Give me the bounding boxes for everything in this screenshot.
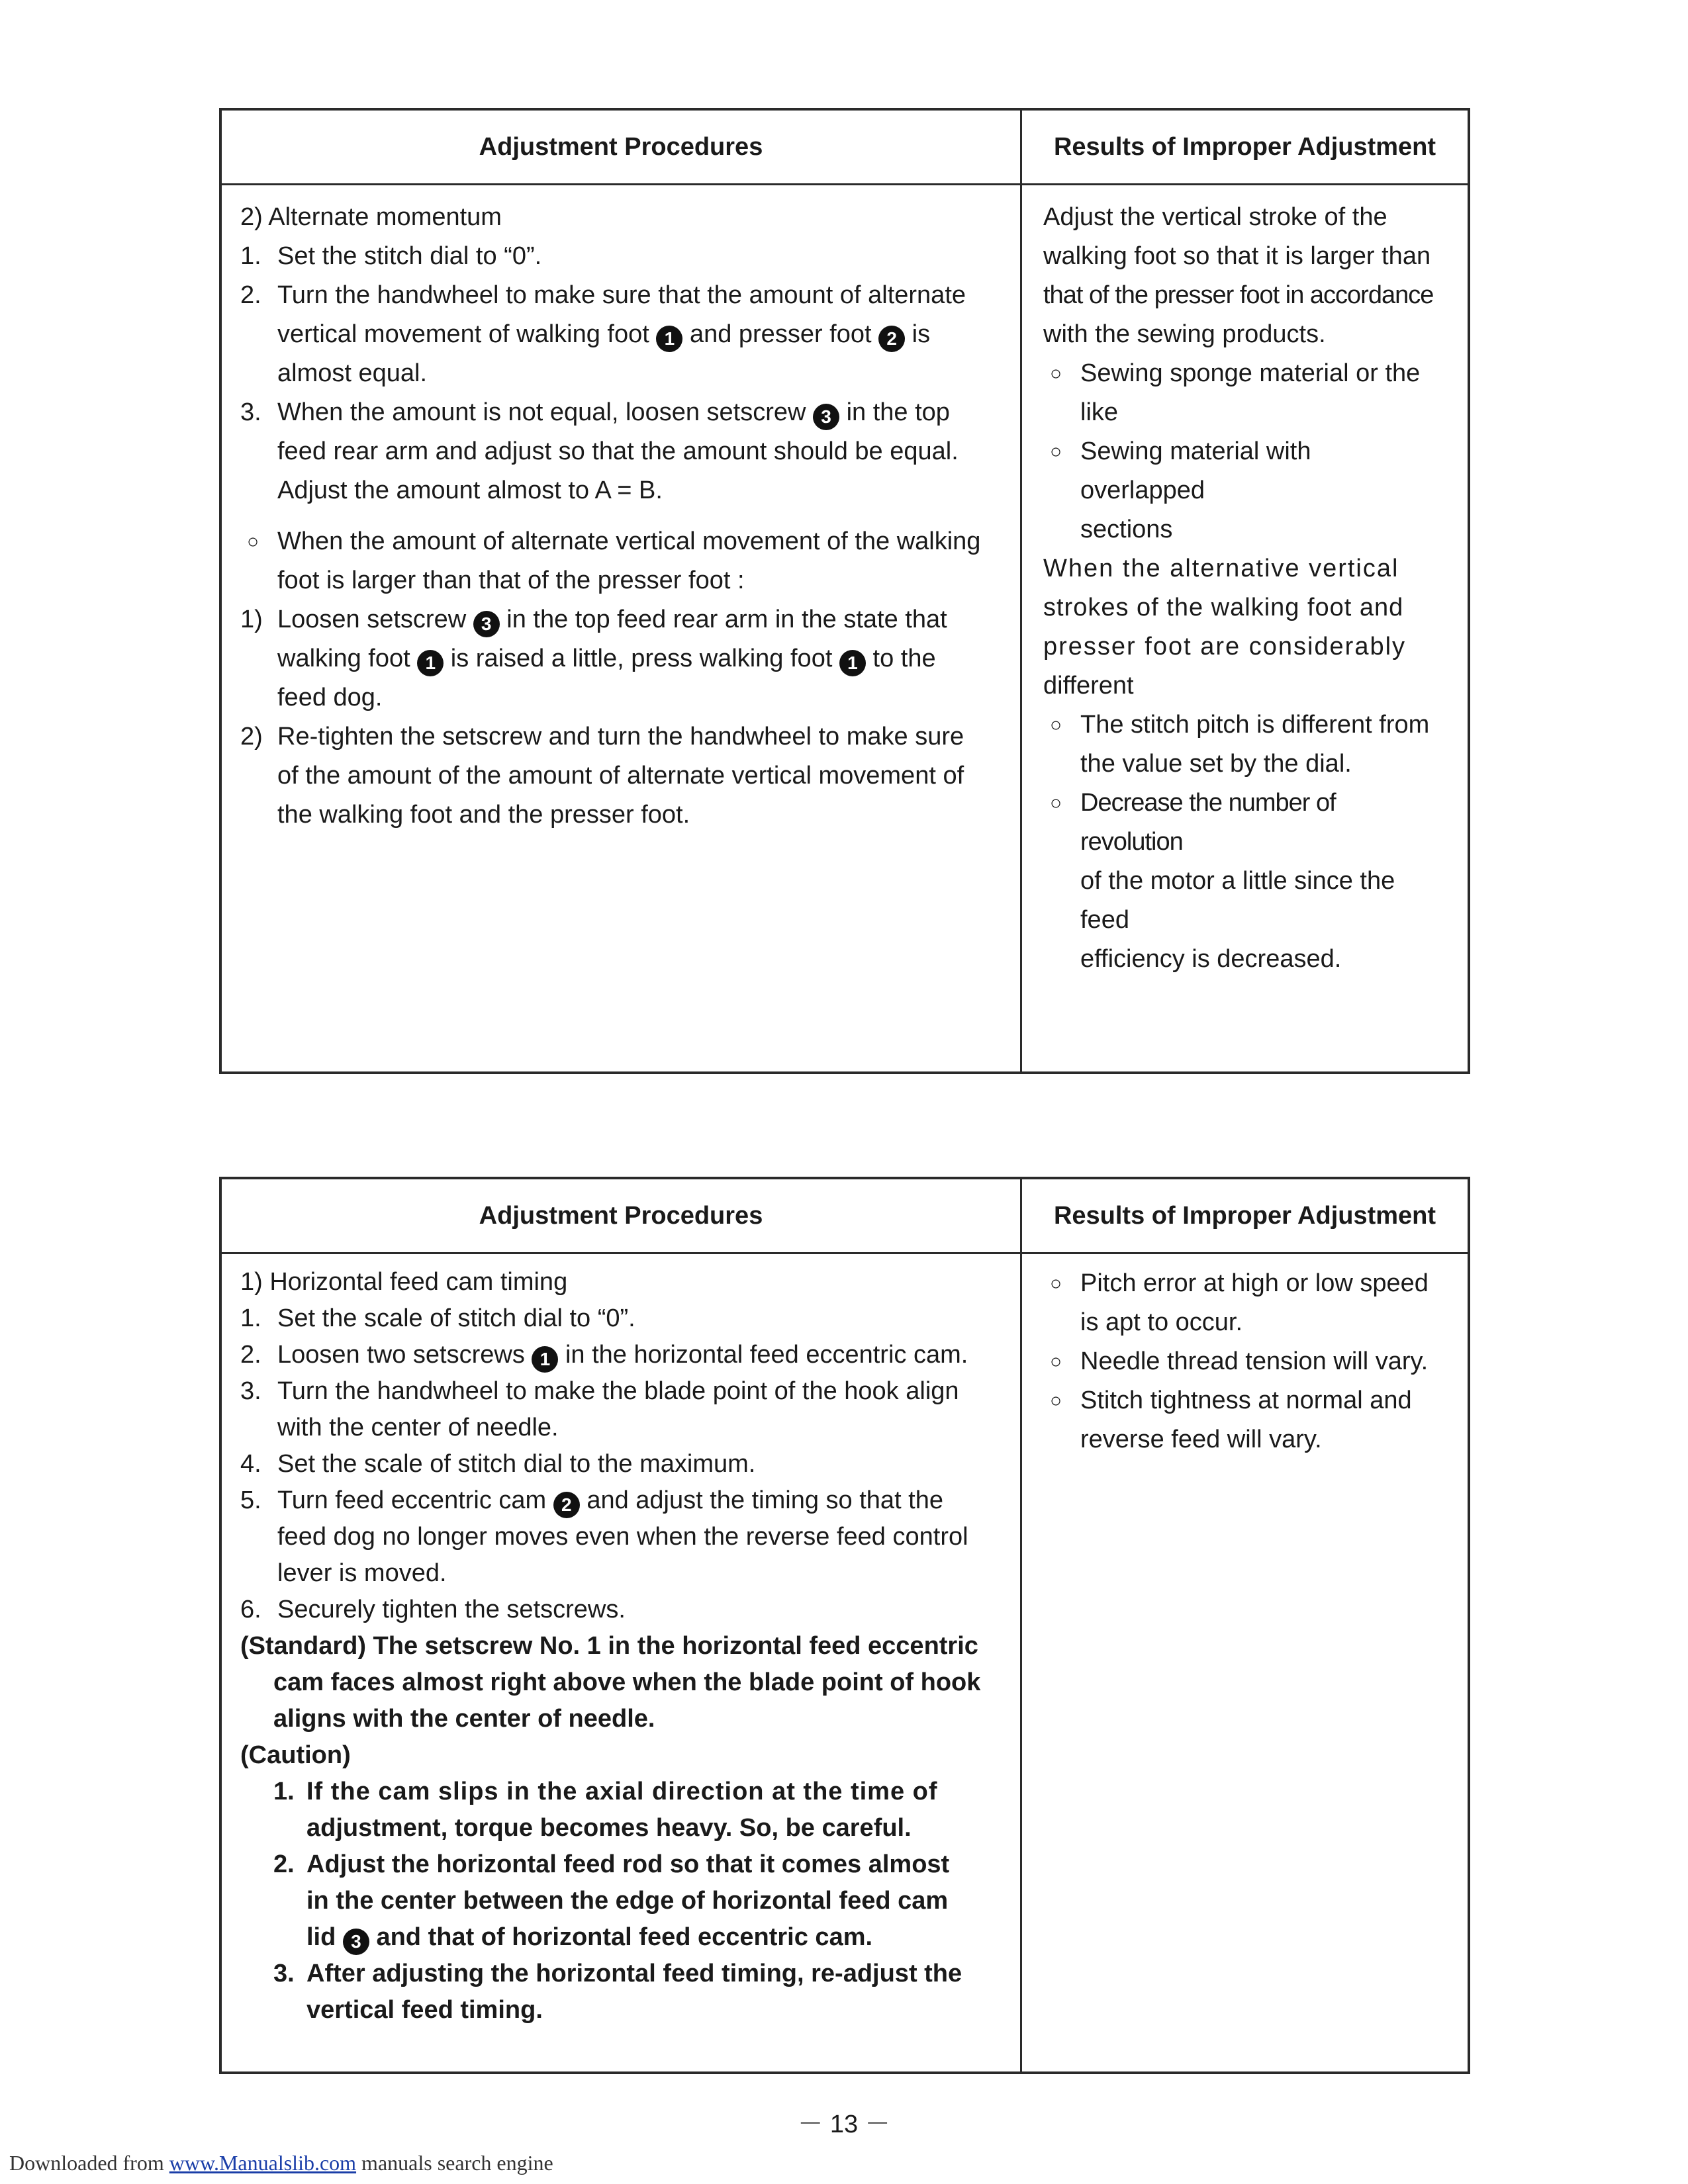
step-1: 1. Set the stitch dial to “0”. — [240, 242, 542, 270]
step-4: 4. Set the scale of stitch dial to the maximum. — [240, 1450, 756, 1478]
part-number-1-icon: 1 — [839, 650, 866, 676]
part-number-2-icon: 2 — [553, 1492, 580, 1518]
circle-bullet-icon: ○ — [1050, 363, 1062, 385]
procedures-cell — [222, 183, 1020, 835]
step-2: 2. Loosen two setscrews 1 in the horizontal feed eccentric cam. — [240, 1337, 983, 1373]
circle-bullet-icon: ○ — [1050, 792, 1062, 814]
part-number-3-icon: 3 — [813, 404, 839, 430]
result-text: walking foot so that it is larger than — [1043, 242, 1431, 270]
caution-heading: (Caution) — [240, 1741, 351, 1769]
header-adjustment-procedures: Adjustment Procedures — [479, 133, 763, 161]
step-5: 5. Turn feed eccentric cam 2 and adjust the timing so that the feed dog no longer moves even when the reverse feed control lever is moved. — [240, 1486, 968, 1587]
result-bullet: ○ Pitch error at high or low speed is apt to occur. — [1043, 1264, 1434, 1342]
results-cell — [1022, 183, 1468, 979]
result-bullet: ○ Sewing sponge material or the like — [1043, 354, 1434, 432]
substep-2: 2) Re-tighten the setscrew and turn the handwheel to make sure of the amount of the amount of alternate vertical movement of the walking foot and the presser foot. — [240, 723, 964, 829]
result-text: with the sewing products. — [1043, 320, 1326, 348]
part-number-1-icon: 1 — [417, 650, 444, 676]
result-text: When the alternative vertical — [1043, 555, 1399, 582]
circle-bullet-icon: ○ — [1050, 441, 1062, 463]
result-bullet: ○ Needle thread tension will vary. — [1043, 1342, 1434, 1381]
result-text: presser foot are considerably — [1043, 633, 1407, 660]
caution-3: 3. After adjusting the horizontal feed timing, re-adjust the vertical feed timing. — [273, 1960, 962, 2024]
part-number-1-icon: 1 — [532, 1346, 558, 1373]
step-6: 6. Securely tighten the setscrews. — [240, 1596, 626, 1623]
step-3: 3. Turn the handwheel to make the blade point of the hook align with the center of needle. — [240, 1377, 959, 1441]
circle-bullet-icon: ○ — [1050, 1273, 1062, 1295]
step-1: 1. Set the scale of stitch dial to “0”. — [240, 1304, 635, 1332]
header-results-improper-adjustment: Results of Improper Adjustment — [1053, 1202, 1436, 1230]
result-text: different — [1043, 672, 1134, 700]
caution-2: 2. Adjust the horizontal feed rod so that it comes almost in the center between the edge of horizontal feed cam lid 3 and that of horizontal feed eccentric cam. — [240, 1846, 983, 1956]
page-number: － 13 － — [798, 2111, 890, 2138]
circle-bullet-icon: ○ — [1050, 1351, 1062, 1373]
adjustment-table-horizontal-feed-cam — [219, 1177, 1470, 2074]
caution-1: 1. If the cam slips in the axial direction at the time of adjustment, torque becomes heavy. So, be careful. — [273, 1778, 938, 1842]
footer-suffix: manuals search engine — [356, 2151, 553, 2175]
footer-prefix: Downloaded from — [9, 2151, 169, 2175]
part-number-2-icon: 2 — [878, 326, 905, 352]
result-bullet: ○ The stitch pitch is different from the value set by the dial. — [1043, 705, 1434, 784]
result-text: that of the presser foot in accordance — [1043, 281, 1434, 309]
step-2: 2. Turn the handwheel to make sure that the amount of alternate vertical movement of walking foot 1 and presser foot 2 is almost equal. — [240, 281, 966, 387]
part-number-3-icon: 3 — [473, 611, 500, 637]
adjustment-table-alternate-momentum — [219, 108, 1470, 1074]
section-title: 2) Alternate momentum — [240, 203, 502, 231]
results-cell — [1022, 1252, 1468, 1459]
step-3: 3. When the amount is not equal, loosen setscrew 3 in the top feed rear arm and adjust so that the amount should be equal. Adjust the amount almost to A = B. — [240, 398, 959, 504]
part-number-1-icon: 1 — [656, 326, 682, 352]
standard-note: (Standard) The setscrew No. 1 in the horizontal feed eccentric cam faces almost right above when the blade point of hook aligns with the center of needle. — [240, 1632, 981, 1733]
circle-bullet-icon: ○ — [1050, 1390, 1062, 1412]
substep-1: 1) Loosen setscrew 3 in the top feed rear arm in the state that walking foot 1 is raised a little, press walking foot 1 to the feed dog. — [240, 606, 947, 711]
header-results-improper-adjustment: Results of Improper Adjustment — [1053, 133, 1436, 161]
section-title: 1) Horizontal feed cam timing — [240, 1268, 568, 1296]
result-text: strokes of the walking foot and — [1043, 594, 1404, 621]
manualslib-link[interactable]: www.Manualslib.com — [169, 2151, 357, 2175]
procedures-cell — [222, 1252, 1020, 2028]
result-bullet: ○ Stitch tightness at normal and reverse feed will vary. — [1043, 1381, 1434, 1459]
note-bullet: ○ When the amount of alternate vertical movement of the walking foot is larger than that of the presser foot : — [240, 522, 983, 600]
part-number-3-icon: 3 — [343, 1929, 369, 1955]
result-bullet: ○ Sewing material with overlapped sections — [1043, 432, 1434, 549]
circle-bullet-icon: ○ — [247, 531, 259, 553]
header-adjustment-procedures: Adjustment Procedures — [479, 1202, 763, 1230]
result-text: Adjust the vertical stroke of the — [1043, 203, 1387, 231]
download-footer — [9, 2151, 553, 2175]
result-bullet: ○ Decrease the number of revolution of the motor a little since the feed efficiency is decreased. — [1043, 784, 1434, 979]
circle-bullet-icon: ○ — [1050, 714, 1062, 736]
